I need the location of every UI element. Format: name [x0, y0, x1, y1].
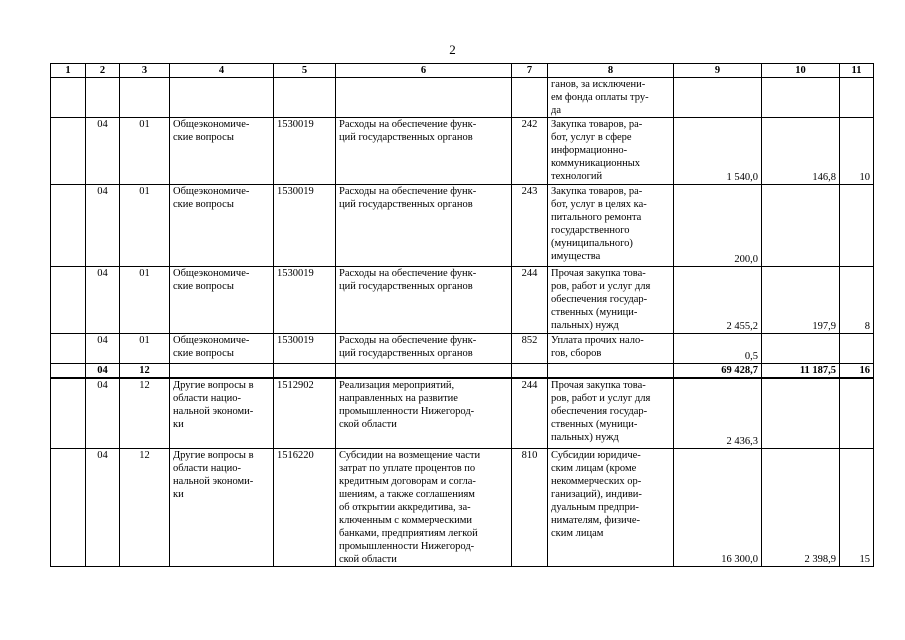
cell-target-name: Расходы на обеспечение функ- ций государственных органов — [336, 185, 512, 267]
cell-target-name: Расходы на обеспечение функ- ций государственных органов — [336, 267, 512, 334]
cell-amount-plan: 1 540,0 — [674, 118, 762, 185]
cell-section-name: Общеэкономиче- ские вопросы — [170, 267, 274, 334]
cell-subsection: 12 — [120, 364, 170, 379]
cell-section: 04 — [86, 378, 120, 448]
cell-expense-name: Закупка товаров, ра- бот, услуг в сфере информационно- коммуникационных технологий — [548, 118, 674, 185]
cell-col1 — [51, 448, 86, 566]
table-row — [51, 378, 874, 448]
cell-target-name: Расходы на обеспечение функ- ций государственных органов — [336, 334, 512, 364]
cell-subsection — [120, 78, 170, 118]
cell-percent: 15 — [840, 448, 874, 566]
cell-expense-type — [512, 78, 548, 118]
column-header-11: 11 — [840, 64, 874, 78]
cell-section-name — [170, 78, 274, 118]
cell-expense-name: Прочая закупка това- ров, работ и услуг для обеспечения государ- ственных (муници- пальных) нужд — [548, 378, 674, 448]
cell-target-name — [336, 78, 512, 118]
cell-percent: 16 — [840, 364, 874, 379]
cell-target-code — [274, 78, 336, 118]
table-total-row — [51, 364, 874, 379]
column-header-3: 3 — [120, 64, 170, 78]
cell-target-name: Расходы на обеспечение функ- ций государственных органов — [336, 118, 512, 185]
cell-target-code — [274, 364, 336, 379]
cell-section-name: Другие вопросы в области нацио- нальной экономи- ки — [170, 448, 274, 566]
cell-expense-type — [512, 364, 548, 379]
cell-section — [86, 78, 120, 118]
cell-expense-name: Прочая закупка това- ров, работ и услуг для обеспечения государ- ственных (муници- пальных) нужд — [548, 267, 674, 334]
cell-expense-type: 810 — [512, 448, 548, 566]
cell-expense-name — [548, 364, 674, 379]
cell-amount-plan: 0,5 — [674, 334, 762, 364]
cell-col1 — [51, 185, 86, 267]
cell-percent — [840, 334, 874, 364]
cell-amount-actual: 11 187,5 — [762, 364, 840, 379]
cell-expense-name: Закупка товаров, ра- бот, услуг в целях ка- питального ремонта государственного (муниципального) имущества — [548, 185, 674, 267]
cell-section: 04 — [86, 364, 120, 379]
table-body — [51, 78, 874, 567]
cell-amount-plan: 2 455,2 — [674, 267, 762, 334]
cell-col1 — [51, 118, 86, 185]
cell-expense-type: 244 — [512, 267, 548, 334]
column-header-8: 8 — [548, 64, 674, 78]
cell-expense-type: 244 — [512, 378, 548, 448]
cell-amount-plan: 16 300,0 — [674, 448, 762, 566]
cell-percent — [840, 185, 874, 267]
cell-amount-actual — [762, 378, 840, 448]
cell-expense-name: Субсидии юридиче- ским лицам (кроме некоммерческих ор- ганизаций), индиви- дуальным предпри- нимателям, физиче- ским лицам — [548, 448, 674, 566]
header-row — [51, 64, 874, 78]
cell-col1 — [51, 364, 86, 379]
page-number: 2 — [449, 42, 456, 57]
table-row — [51, 267, 874, 334]
cell-amount-actual: 2 398,9 — [762, 448, 840, 566]
column-header-10: 10 — [762, 64, 840, 78]
cell-section-name: Общеэкономиче- ские вопросы — [170, 118, 274, 185]
cell-expense-name: Уплата прочих нало- гов, сборов — [548, 334, 674, 364]
cell-col1 — [51, 78, 86, 118]
cell-target-code: 1530019 — [274, 118, 336, 185]
column-header-4: 4 — [170, 64, 274, 78]
table-row — [51, 334, 874, 364]
cell-target-code: 1516220 — [274, 448, 336, 566]
cell-expense-type: 242 — [512, 118, 548, 185]
cell-percent: 8 — [840, 267, 874, 334]
cell-target-code: 1530019 — [274, 185, 336, 267]
cell-section-name: Другие вопросы в области нацио- нальной экономи- ки — [170, 378, 274, 448]
cell-percent — [840, 78, 874, 118]
cell-target-name: Реализация мероприятий, направленных на развитие промышленности Нижегород- ской области — [336, 378, 512, 448]
cell-expense-type: 852 — [512, 334, 548, 364]
cell-target-code: 1512902 — [274, 378, 336, 448]
cell-section: 04 — [86, 118, 120, 185]
table-row — [51, 185, 874, 267]
column-header-5: 5 — [274, 64, 336, 78]
cell-percent — [840, 378, 874, 448]
cell-col1 — [51, 378, 86, 448]
table-row — [51, 448, 874, 566]
cell-subsection: 01 — [120, 185, 170, 267]
cell-expense-type: 243 — [512, 185, 548, 267]
column-header-7: 7 — [512, 64, 548, 78]
column-header-1: 1 — [51, 64, 86, 78]
cell-section-name: Общеэкономиче- ские вопросы — [170, 334, 274, 364]
cell-section-name — [170, 364, 274, 379]
cell-target-name: Субсидии на возмещение части затрат по уплате процентов по кредитным договорам и согла- шениям, а также соглашениям об открытии аккредитива, за- ключенным с коммерческими банками, предприятиям легкой промышленности Нижегород- ской области — [336, 448, 512, 566]
cell-amount-plan: 200,0 — [674, 185, 762, 267]
budget-table — [50, 63, 874, 567]
cell-subsection: 01 — [120, 267, 170, 334]
cell-target-code: 1530019 — [274, 334, 336, 364]
cell-target-name — [336, 364, 512, 379]
cell-section: 04 — [86, 267, 120, 334]
cell-col1 — [51, 334, 86, 364]
column-header-2: 2 — [86, 64, 120, 78]
table-row — [51, 118, 874, 185]
cell-section-name: Общеэкономиче- ские вопросы — [170, 185, 274, 267]
cell-amount-plan — [674, 78, 762, 118]
column-header-6: 6 — [336, 64, 512, 78]
cell-expense-name: ганов, за исключени- ем фонда оплаты тру- да — [548, 78, 674, 118]
cell-subsection: 12 — [120, 378, 170, 448]
cell-amount-actual — [762, 334, 840, 364]
cell-amount-actual: 146,8 — [762, 118, 840, 185]
cell-subsection: 01 — [120, 118, 170, 185]
cell-amount-plan: 69 428,7 — [674, 364, 762, 379]
cell-percent: 10 — [840, 118, 874, 185]
cell-amount-actual — [762, 78, 840, 118]
cell-amount-plan: 2 436,3 — [674, 378, 762, 448]
cell-subsection: 12 — [120, 448, 170, 566]
cell-subsection: 01 — [120, 334, 170, 364]
cell-section: 04 — [86, 185, 120, 267]
cell-section: 04 — [86, 448, 120, 566]
cell-amount-actual — [762, 185, 840, 267]
column-header-9: 9 — [674, 64, 762, 78]
cell-target-code: 1530019 — [274, 267, 336, 334]
cell-amount-actual: 197,9 — [762, 267, 840, 334]
table-row — [51, 78, 874, 118]
cell-section: 04 — [86, 334, 120, 364]
cell-col1 — [51, 267, 86, 334]
